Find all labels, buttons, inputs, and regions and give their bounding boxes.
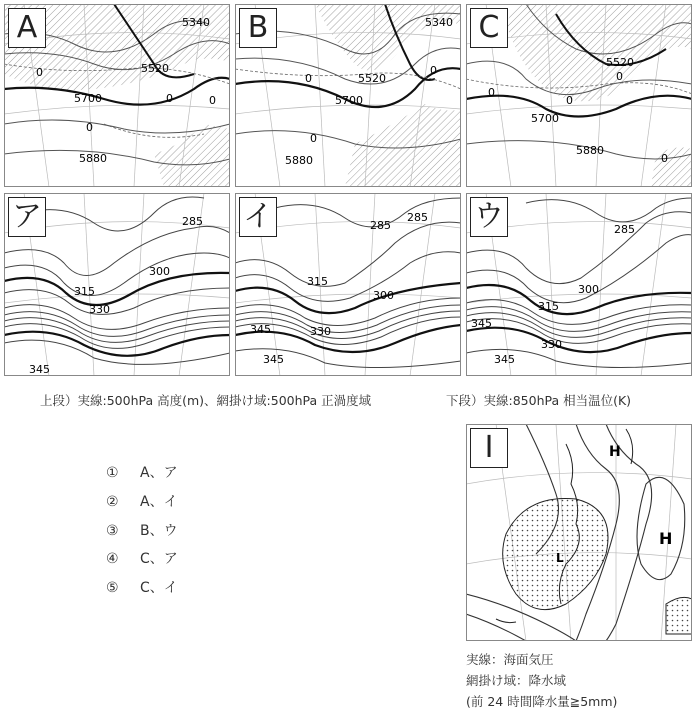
- contour-label: 5340: [425, 16, 453, 29]
- panel-label-c: C: [470, 8, 508, 48]
- contour-label: 5700: [531, 112, 559, 125]
- contour-label: 0: [430, 64, 437, 77]
- contour-label: 345: [471, 317, 492, 330]
- answer-option[interactable]: [106, 462, 178, 482]
- contour-label: 0: [661, 152, 668, 165]
- high-pressure-label: H: [609, 444, 621, 460]
- option-number: ⑤: [106, 580, 119, 596]
- contour-label: 345: [29, 363, 50, 376]
- contour-label: 5880: [285, 154, 313, 167]
- contour-label: 330: [310, 325, 331, 338]
- contour-label: 285: [370, 219, 391, 232]
- contour-label: 0: [488, 86, 495, 99]
- contour-label: 5880: [576, 144, 604, 157]
- precipitation-area: [666, 597, 692, 634]
- contour-label: 5700: [335, 94, 363, 107]
- contour-label: 300: [149, 265, 170, 278]
- option-text: C、ア: [140, 551, 178, 567]
- panel-label-b: B: [239, 8, 277, 48]
- contour-label: 0: [86, 121, 93, 134]
- panel-c-500hpa: [466, 4, 692, 187]
- high-pressure-label: H: [659, 529, 673, 548]
- surface-legend-line1: 実線：海面気圧: [466, 652, 554, 667]
- panel-a-850hpa: [4, 193, 230, 376]
- surface-legend-line3: (前 24 時間降水量≧5mm): [466, 694, 618, 709]
- contour-label: 315: [74, 285, 95, 298]
- option-number: ④: [106, 551, 119, 567]
- contour-label: 0: [616, 70, 623, 83]
- panel-label-katakana-i: イ: [239, 197, 277, 237]
- option-text: B、ウ: [140, 523, 178, 539]
- caption-lower: 下段）実線:850hPa 相当温位(K): [446, 393, 632, 408]
- contour-label: 0: [166, 92, 173, 105]
- contour-label: 330: [89, 303, 110, 316]
- contour-label: 285: [614, 223, 635, 236]
- panel-i-850hpa: [235, 193, 461, 376]
- answer-option[interactable]: [106, 520, 178, 540]
- surface-legend-line2: 網掛け域：降水域: [466, 673, 567, 688]
- option-text: C、イ: [140, 580, 178, 596]
- panel-label-katakana-u: ウ: [470, 197, 508, 237]
- option-number: ③: [106, 523, 119, 539]
- contour-label: 5520: [606, 56, 634, 69]
- contour-label: 345: [263, 353, 284, 366]
- panel-label-a: A: [8, 8, 46, 48]
- contour-label: 0: [305, 72, 312, 85]
- contour-label: 345: [250, 323, 271, 336]
- panel-b-500hpa: [235, 4, 461, 187]
- low-pressure-label: L: [556, 551, 564, 565]
- option-text: A、ア: [140, 465, 178, 481]
- option-number: ②: [106, 494, 119, 510]
- contour-label: 0: [566, 94, 573, 107]
- panel-label-katakana-a: ア: [8, 197, 46, 237]
- answer-option[interactable]: [106, 548, 178, 568]
- positive-vorticity-area: [651, 147, 692, 187]
- contour-label: 330: [541, 338, 562, 351]
- option-number: ①: [106, 465, 119, 481]
- contour-label: 5880: [79, 152, 107, 165]
- contour-label: 5520: [358, 72, 386, 85]
- contour-label: 315: [538, 300, 559, 313]
- contour-label: 285: [182, 215, 203, 228]
- panel-label-i: I: [470, 428, 508, 468]
- contour-label: 0: [209, 94, 216, 107]
- contour-label: 315: [307, 275, 328, 288]
- contour-label: 0: [310, 132, 317, 145]
- contour-label: 5700: [74, 92, 102, 105]
- contour-label: 5340: [182, 16, 210, 29]
- contour-label: 5520: [141, 62, 169, 75]
- contour-label: 0: [36, 66, 43, 79]
- surface-pressure-map: [466, 424, 692, 641]
- caption-upper: 上段）実線:500hPa 高度(m)、網掛け域:500hPa 正渦度域: [40, 393, 372, 408]
- contour-label: 300: [578, 283, 599, 296]
- contour-label: 345: [494, 353, 515, 366]
- contour-label: 300: [373, 289, 394, 302]
- answer-option[interactable]: [106, 491, 178, 511]
- contour-label: 285: [407, 211, 428, 224]
- panel-a-500hpa: [4, 4, 230, 187]
- option-text: A、イ: [140, 494, 178, 510]
- panel-u-850hpa: [466, 193, 692, 376]
- answer-option[interactable]: [106, 577, 178, 597]
